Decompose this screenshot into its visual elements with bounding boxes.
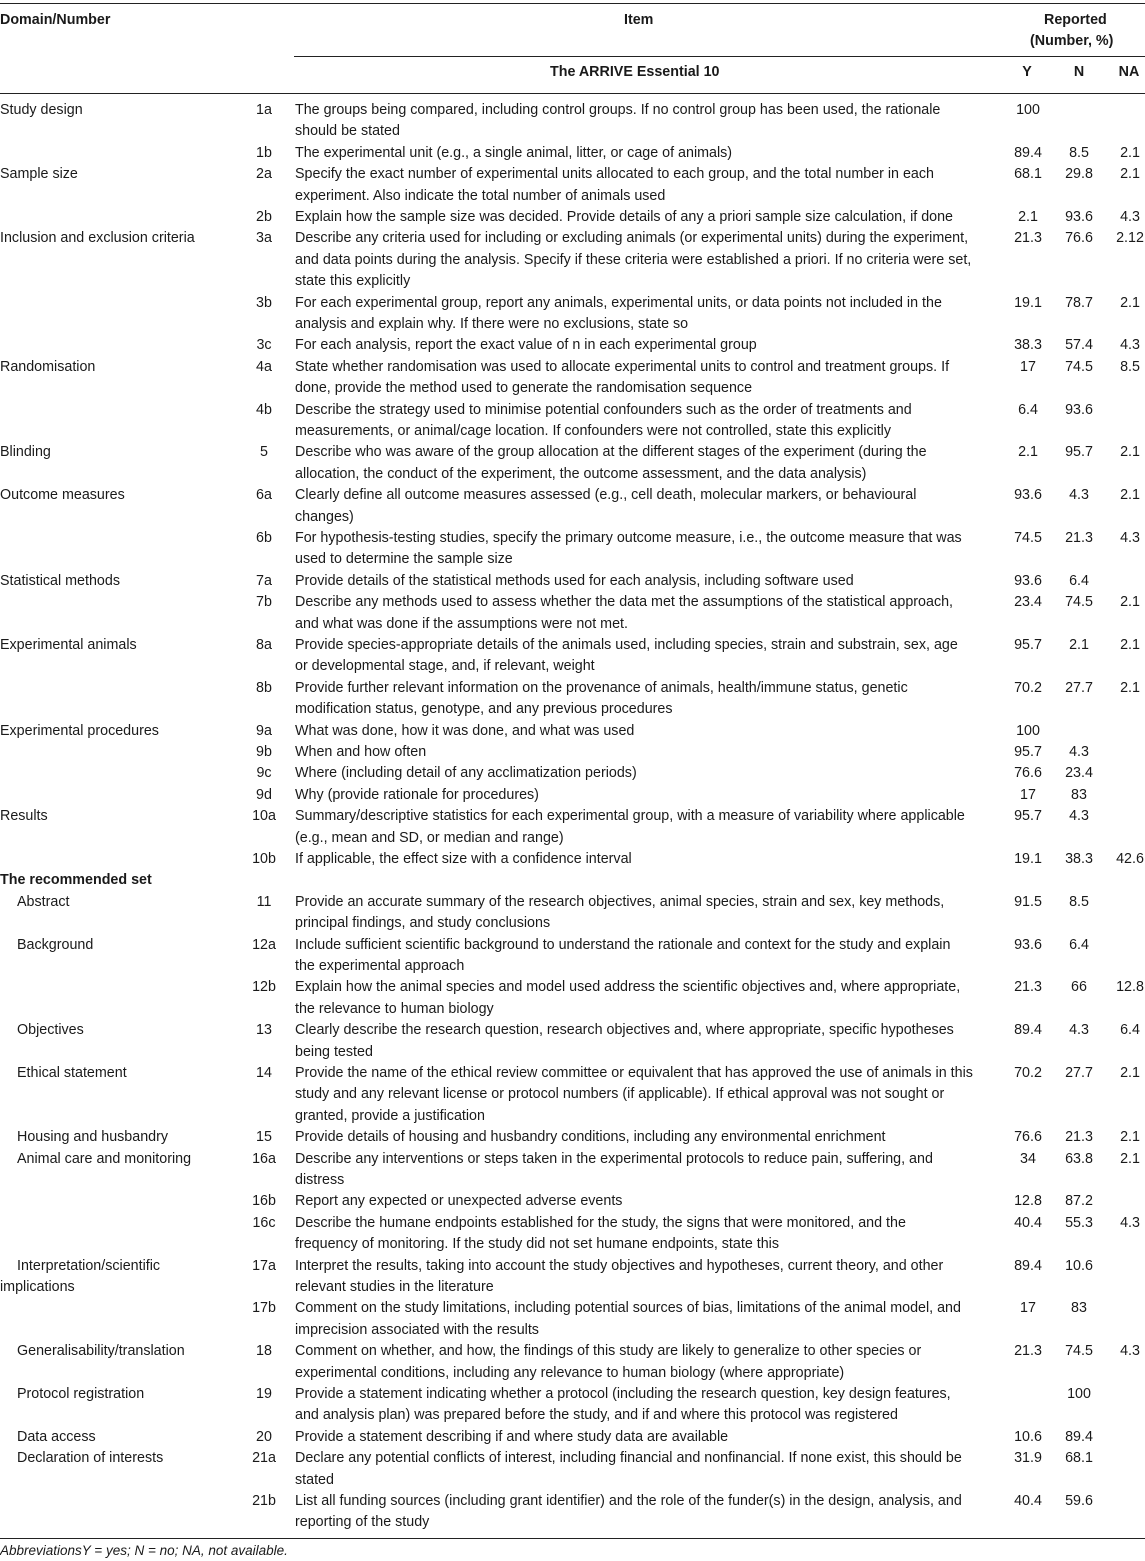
domain-label: Results: [0, 808, 48, 825]
domain-label: Declaration of interests: [17, 1450, 164, 1467]
item-text: stated: [295, 1471, 334, 1488]
item-text: reporting of the study: [295, 1514, 430, 1531]
item-number: 7a: [256, 572, 272, 589]
item-text: frequency of monitoring. If the study did not set humane endpoints, state this: [295, 1236, 779, 1253]
item-text: Provide an accurate summary of the research objectives, animal species, strain and sex, key methods,: [295, 893, 945, 910]
value-na: 2.1: [1120, 487, 1140, 504]
item-number: 9b: [256, 744, 272, 760]
header-col-y: Y: [1022, 64, 1032, 80]
item-text: Clearly describe the research question, research objectives and, where appropriate, specific hypotheses: [295, 1022, 954, 1039]
value-n: 21.3: [1065, 1129, 1093, 1146]
value-y: 21.3: [1014, 1343, 1042, 1360]
item-text: The experimental unit (e.g., a single animal, litter, or cage of animals): [295, 144, 733, 161]
value-y: 31.9: [1014, 1450, 1042, 1467]
item-text: For each experimental group, report any animals, experimental units, or data points not included in the: [295, 294, 942, 311]
item-text: Provide a statement indicating whether a protocol (including the research question, key design features,: [295, 1386, 951, 1402]
value-na: 2.1: [1120, 294, 1140, 311]
item-text: Why (provide rationale for procedures): [295, 786, 539, 803]
value-na: 2.1: [1120, 594, 1140, 611]
bottom-rule: [0, 1538, 1145, 1539]
value-na: 6.4: [1120, 1022, 1140, 1039]
item-text: Comment on whether, and how, the findings of this study are likely to generalize to other species or: [295, 1343, 922, 1360]
value-n: 27.7: [1065, 1065, 1093, 1081]
header-col-na: NA: [1118, 64, 1140, 80]
value-na: 4.3: [1120, 1343, 1140, 1360]
domain-label: Ethical statement: [17, 1065, 127, 1081]
value-y: 68.1: [1014, 166, 1042, 183]
top-rule: [0, 3, 1145, 4]
item-number: 3b: [256, 294, 272, 311]
value-na: 2.1: [1120, 679, 1140, 696]
item-text: Interpret the results, taking into account the study objectives and hypotheses, current theory, and other: [295, 1257, 944, 1274]
value-y: 89.4: [1014, 1257, 1042, 1274]
value-y: 17: [1020, 786, 1036, 803]
value-na: 4.3: [1120, 530, 1140, 546]
item-text: State whether randomisation was used to allocate experimental units to control and treatment groups. If: [295, 358, 950, 375]
value-y: 74.5: [1014, 530, 1042, 546]
item-text: done, provide the method used to generate the randomisation sequence: [295, 380, 753, 397]
item-text: Provide species-appropriate details of the animals used, including species, strain and substrain, sex, age: [295, 637, 958, 653]
value-na: 2.1: [1120, 1065, 1140, 1081]
value-na: 2.1: [1120, 144, 1140, 161]
value-y: 93.6: [1014, 487, 1042, 504]
item-text: Describe the humane endpoints established for the study, the signs that were monitored, and the: [295, 1214, 906, 1231]
value-y: 40.4: [1014, 1493, 1042, 1509]
value-n: 66: [1071, 979, 1087, 996]
item-text: and analysis plan) was prepared before the study, and if and where this protocol was registered: [295, 1407, 898, 1424]
item-text: Describe any methods used to assess whether the data met the assumptions of the statistical approach,: [295, 594, 954, 611]
item-text: (e.g., mean and SD, or median and range): [295, 829, 564, 846]
value-n: 8.5: [1069, 144, 1089, 161]
value-y: 2.1: [1018, 209, 1038, 225]
value-n: 95.7: [1065, 444, 1093, 461]
item-text: being tested: [295, 1043, 373, 1060]
item-number: 14: [256, 1065, 272, 1081]
value-y: 17: [1020, 1300, 1036, 1317]
item-number: 9a: [256, 722, 272, 739]
value-n: 83: [1071, 786, 1087, 803]
value-n: 74.5: [1065, 1343, 1093, 1360]
item-text: state this explicitly: [295, 273, 411, 290]
item-text: and data points during the analysis. Specify if these criteria were established a priori. If no criteria were set,: [295, 251, 972, 268]
item-text: study and any relevant license or protocol numbers (if applicable). If ethical approval was not sought or: [295, 1086, 945, 1103]
item-text: experiment. Also indicate the total number of animals used: [295, 187, 666, 204]
item-text: The groups being compared, including control groups. If no control group has been used, the rationale: [295, 102, 941, 118]
value-n: 4.3: [1069, 808, 1089, 825]
item-number: 10a: [252, 808, 276, 825]
value-n: 74.5: [1065, 594, 1093, 611]
item-number: 6b: [256, 530, 272, 546]
item-text: the relevance to human biology: [295, 1000, 494, 1017]
domain-label: Blinding: [0, 444, 51, 461]
value-y: 93.6: [1014, 572, 1042, 589]
value-n: 57.4: [1065, 337, 1093, 354]
value-na: 4.3: [1120, 1214, 1140, 1231]
item-text: or developmental stage, and, if relevant, weight: [295, 658, 595, 675]
item-number: 16c: [252, 1214, 276, 1231]
domain-label: Animal care and monitoring: [17, 1150, 192, 1167]
domain-label: Abstract: [17, 893, 70, 910]
domain-label: implications: [0, 1279, 75, 1295]
item-number: 20: [256, 1428, 272, 1445]
item-number: 3c: [256, 337, 272, 354]
item-text: modification status, genotype, and any previous procedures: [295, 701, 673, 718]
value-n: 6.4: [1069, 936, 1089, 953]
header-reported: Reported: [1044, 12, 1107, 28]
value-y: 95.7: [1014, 637, 1042, 653]
item-number: 12b: [252, 979, 276, 996]
item-number: 9d: [256, 786, 272, 803]
item-text: Report any expected or unexpected adverse events: [295, 1193, 623, 1210]
item-text: used to determine the sample size: [295, 551, 513, 568]
value-y: 100: [1016, 102, 1040, 118]
item-number: 3a: [256, 230, 272, 247]
item-text: Provide details of housing and husbandry conditions, including any environmental enrichment: [295, 1129, 886, 1146]
value-na: 2.1: [1120, 1150, 1140, 1167]
item-text: distress: [295, 1172, 345, 1188]
value-y: 70.2: [1014, 679, 1042, 696]
value-y: 19.1: [1014, 851, 1042, 867]
value-na: 2.1: [1120, 444, 1140, 461]
value-n: 38.3: [1065, 851, 1093, 867]
value-y: 2.1: [1018, 444, 1038, 461]
value-y: 89.4: [1014, 144, 1042, 161]
value-na: 12.8: [1116, 979, 1144, 996]
header-col-n: N: [1073, 64, 1085, 80]
recommended-set-title: The recommended set: [0, 872, 152, 889]
item-text: relevant studies in the literature: [295, 1279, 494, 1295]
item-text: allocation, the conduct of the experiment, the outcome assessment, and the data analysis): [295, 465, 867, 482]
item-number: 15: [256, 1129, 272, 1146]
value-n: 4.3: [1069, 1022, 1089, 1039]
item-text: When and how often: [295, 744, 427, 760]
item-number: 11: [256, 893, 272, 910]
value-y: 10.6: [1014, 1428, 1042, 1445]
value-na: 2.1: [1120, 166, 1140, 183]
domain-label: Generalisability/translation: [17, 1343, 185, 1360]
item-number: 5: [260, 444, 268, 461]
item-text: experimental conditions, including any relevance to human biology (where appropriate): [295, 1364, 845, 1381]
item-text: the experimental approach: [295, 958, 465, 974]
item-text: Describe any interventions or steps taken in the experimental protocols to reduce pain, suffering, and: [295, 1150, 933, 1167]
value-na: 2.1: [1120, 1129, 1140, 1146]
item-text: changes): [295, 508, 354, 525]
domain-label: Study design: [0, 102, 83, 118]
item-text: Provide a statement describing if and where study data are available: [295, 1428, 729, 1445]
item-text: Provide details of the statistical methods used for each analysis, including software used: [295, 572, 854, 589]
header-reported-sub: (Number, %): [1030, 33, 1114, 49]
value-n: 2.1: [1069, 637, 1089, 653]
domain-label: Outcome measures: [0, 487, 125, 504]
value-y: 21.3: [1014, 979, 1042, 996]
value-n: 63.8: [1065, 1150, 1093, 1167]
item-text: Describe the strategy used to minimise potential confounders such as the order of treatments and: [295, 401, 912, 418]
value-y: 19.1: [1014, 294, 1042, 311]
value-n: 93.6: [1065, 401, 1093, 418]
item-number: 12a: [252, 936, 276, 953]
value-n: 55.3: [1065, 1214, 1093, 1231]
value-n: 8.5: [1069, 893, 1089, 910]
item-text: Provide further relevant information on the provenance of animals, health/immune status, genetic: [295, 679, 908, 696]
item-text: If applicable, the effect size with a confidence interval: [295, 851, 632, 867]
item-number: 7b: [256, 594, 272, 611]
value-y: 38.3: [1014, 337, 1042, 354]
item-text: should be stated: [295, 123, 400, 140]
value-y: 89.4: [1014, 1022, 1042, 1039]
item-text: measurements, or animal/cage location. If confounders were not controlled, state this explicitly: [295, 423, 892, 439]
item-text: Specify the exact number of experimental units allocated to each group, and the total number in each: [295, 166, 934, 183]
item-number: 21b: [252, 1493, 276, 1509]
item-number: 21a: [252, 1450, 276, 1467]
value-n: 83: [1071, 1300, 1087, 1317]
value-y: 23.4: [1014, 594, 1042, 611]
value-n: 74.5: [1065, 358, 1093, 375]
domain-label: Sample size: [0, 166, 78, 183]
item-number: 17b: [252, 1300, 276, 1317]
value-y: 17: [1020, 358, 1036, 375]
item-text: Include sufficient scientific background to understand the rationale and context for the study and explain: [295, 936, 951, 953]
value-y: 21.3: [1014, 230, 1042, 247]
value-n: 89.4: [1065, 1428, 1093, 1445]
item-number: 19: [256, 1386, 272, 1402]
footnote: AbbreviationsY = yes; N = no; NA, not available.: [0, 1543, 288, 1558]
domain-label: Housing and husbandry: [17, 1129, 169, 1146]
value-y: 76.6: [1014, 765, 1042, 782]
item-number: 1b: [256, 144, 272, 161]
value-na: 2.1: [1120, 637, 1140, 653]
item-text: Clearly define all outcome measures assessed (e.g., cell death, molecular markers, or behavioural: [295, 487, 917, 504]
domain-label: Inclusion and exclusion criteria: [0, 230, 195, 247]
value-na: 8.5: [1120, 358, 1140, 375]
item-number: 16a: [252, 1150, 276, 1167]
header-domain-number: Domain/Number: [0, 12, 111, 28]
item-number: 9c: [256, 765, 272, 782]
value-y: 93.6: [1014, 936, 1042, 953]
item-number: 13: [256, 1022, 272, 1039]
item-number: 2a: [256, 166, 272, 183]
value-y: 12.8: [1014, 1193, 1042, 1210]
value-y: 6.4: [1018, 401, 1038, 418]
item-text: Provide the name of the ethical review committee or equivalent that has approved the use of animals in this: [295, 1065, 973, 1081]
item-text: Where (including detail of any acclimatization periods): [295, 765, 637, 782]
value-n: 23.4: [1065, 765, 1093, 782]
item-text: Summary/descriptive statistics for each experimental group, with a measure of variability where applicable: [295, 808, 965, 825]
value-y: 70.2: [1014, 1065, 1042, 1081]
value-y: 76.6: [1014, 1129, 1042, 1146]
item-text: Explain how the sample size was decided. Provide details of any a priori sample size calculation, if done: [295, 209, 954, 225]
domain-label: Interpretation/scientific: [17, 1257, 161, 1274]
domain-label: Data access: [17, 1428, 96, 1445]
item-text: What was done, how it was done, and what was used: [295, 722, 635, 739]
value-n: 29.8: [1065, 166, 1093, 183]
item-number: 18: [256, 1343, 272, 1360]
item-text: For hypothesis-testing studies, specify the primary outcome measure, i.e., the outcome measure that was: [295, 530, 962, 546]
domain-label: Statistical methods: [0, 572, 120, 589]
value-n: 100: [1067, 1386, 1091, 1402]
item-number: 2b: [256, 209, 272, 225]
item-number: 8b: [256, 679, 272, 696]
value-y: 95.7: [1014, 808, 1042, 825]
essential-title: The ARRIVE Essential 10: [550, 64, 720, 80]
domain-label: Protocol registration: [17, 1386, 145, 1402]
item-text: and what was done if the assumptions were not met.: [295, 615, 628, 632]
item-text: Describe any criteria used for including or excluding animals (or experimental units) during the experiment,: [295, 230, 969, 247]
item-number: 1a: [256, 102, 272, 118]
item-text: List all funding sources (including grant identifier) and the role of the funder(s) in the design, analysis, and: [295, 1493, 962, 1509]
value-n: 6.4: [1069, 572, 1089, 589]
item-text: analysis and explain why. If there were no exclusions, state so: [295, 316, 689, 332]
value-na: 4.3: [1120, 337, 1140, 354]
item-text: For each analysis, report the exact value of n in each experimental group: [295, 337, 757, 354]
item-text: granted, provide a justification: [295, 1107, 485, 1124]
domain-label: Experimental procedures: [0, 722, 159, 739]
domain-label: Background: [17, 936, 94, 953]
value-n: 4.3: [1069, 487, 1089, 504]
item-number: 4b: [256, 401, 272, 418]
item-text: principal findings, and study conclusions: [295, 915, 551, 932]
value-n: 59.6: [1065, 1493, 1093, 1509]
value-n: 21.3: [1065, 530, 1093, 546]
value-n: 78.7: [1065, 294, 1093, 311]
item-number: 6a: [256, 487, 272, 504]
value-na: 2.12: [1116, 230, 1144, 247]
value-n: 68.1: [1065, 1450, 1093, 1467]
item-text: Describe who was aware of the group allocation at the different stages of the experiment (during the: [295, 444, 927, 461]
item-number: 8a: [256, 637, 272, 653]
value-y: 34: [1020, 1150, 1036, 1167]
value-n: 10.6: [1065, 1257, 1093, 1274]
item-number: 10b: [252, 851, 276, 867]
value-n: 76.6: [1065, 230, 1093, 247]
item-text: Explain how the animal species and model used address the scientific objectives and, where appropriate,: [295, 979, 961, 996]
domain-label: Experimental animals: [0, 637, 137, 653]
item-rule: [294, 56, 1145, 57]
item-text: Comment on the study limitations, including potential sources of bias, limitations of the animal model, and: [295, 1300, 961, 1317]
value-y: 100: [1016, 722, 1040, 739]
domain-label: Randomisation: [0, 358, 96, 375]
value-n: 87.2: [1065, 1193, 1093, 1210]
header-bottom-rule: [0, 93, 1145, 94]
domain-label: Objectives: [17, 1022, 84, 1039]
value-n: 4.3: [1069, 744, 1089, 760]
value-na: 4.3: [1120, 209, 1140, 225]
item-text: Declare any potential conflicts of interest, including financial and nonfinancial. If none exist, this should be: [295, 1450, 962, 1467]
item-text: imprecision associated with the results: [295, 1321, 539, 1338]
value-y: 91.5: [1014, 893, 1042, 910]
item-number: 17a: [252, 1257, 276, 1274]
value-n: 27.7: [1065, 679, 1093, 696]
value-y: 40.4: [1014, 1214, 1042, 1231]
header-item: Item: [624, 12, 654, 28]
value-n: 93.6: [1065, 209, 1093, 225]
item-number: 4a: [256, 358, 272, 375]
value-y: 95.7: [1014, 744, 1042, 760]
item-number: 16b: [252, 1193, 276, 1210]
value-na: 42.6: [1116, 851, 1144, 867]
